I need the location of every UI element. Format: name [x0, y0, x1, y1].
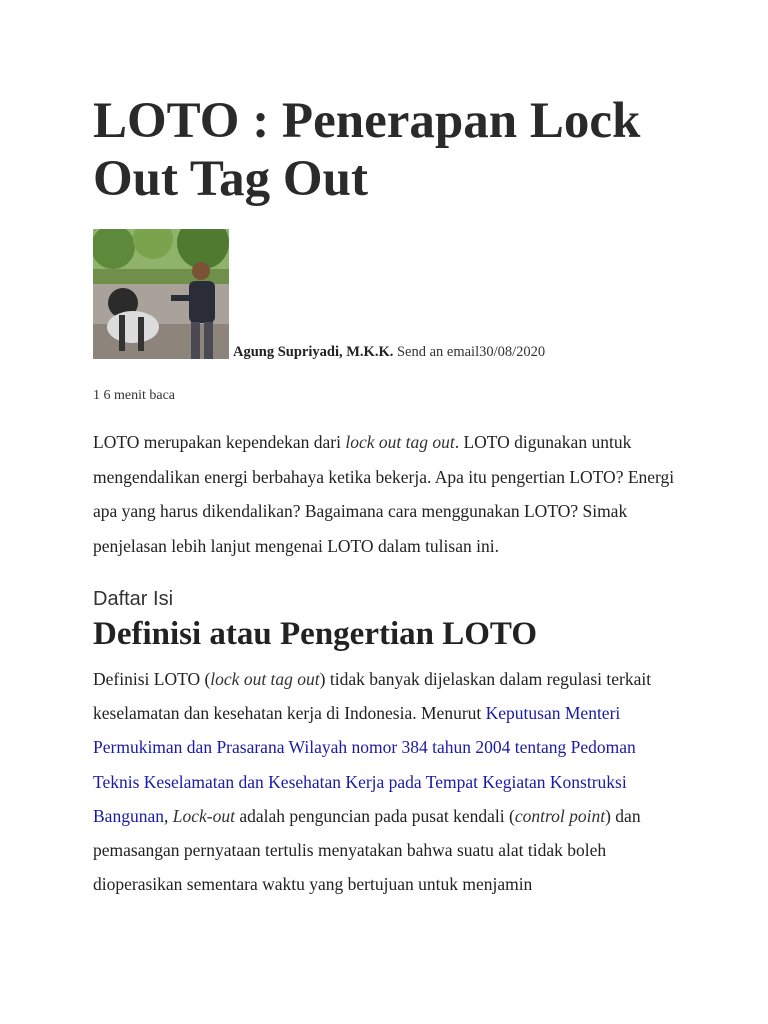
- section-heading: Definisi atau Pengertian LOTO: [93, 616, 537, 652]
- publish-date: 30/08/2020: [479, 344, 546, 360]
- byline: [233, 344, 545, 361]
- author-photo-image: [93, 229, 229, 359]
- definition-paragraph: Definisi LOTO (lock out tag out) tidak banyak dijelaskan dalam regulasi terkait keselamatan dan kesehatan kerja di Indonesia. Menurut Keputusan Menteri Permukiman dan Prasarana Wilayah nomor 384 tahun 2004 tentang Pedoman Teknis Keselamatan dan Kesehatan Kerja pada Tempat Kegiatan Konstruksi Bangunan, Lock-out adalah penguncian pada pusat kendali (control point) dan pemasangan pernyataan tertulis menyatakan bahwa suatu alat tidak boleh dioperasikan sementara waktu yang bertujuan untuk menjamin: [93, 669, 652, 895]
- table-of-contents-toggle[interactable]: Daftar Isi: [93, 588, 174, 610]
- intro-paragraph: LOTO merupakan kependekan dari lock out tag out. LOTO digunakan untuk mengendalikan energi berbahaya ketika bekerja. Apa itu pengertian LOTO? Energi apa yang harus dikendalikan? Bagaimana cara menggunakan LOTO? Simak penjelasan lebih lanjut mengenai LOTO dalam tulisan ini.: [93, 432, 675, 556]
- send-email-link[interactable]: Send an email: [396, 344, 480, 360]
- author-name[interactable]: Agung Supriyadi, M.K.K.: [233, 344, 394, 360]
- read-time: 1 6 menit baca: [93, 388, 176, 403]
- article-title: LOTO : Penerapan Lock Out Tag Out: [93, 93, 641, 207]
- regulation-link[interactable]: Keputusan Menteri Permukiman dan Prasarana Wilayah nomor 384 tahun 2004 tentang Pedoman Teknis Keselamatan dan Kesehatan Kerja pada Tempat Kegiatan Konstruksi Bangunan: [93, 703, 636, 826]
- author-photo: [93, 229, 229, 359]
